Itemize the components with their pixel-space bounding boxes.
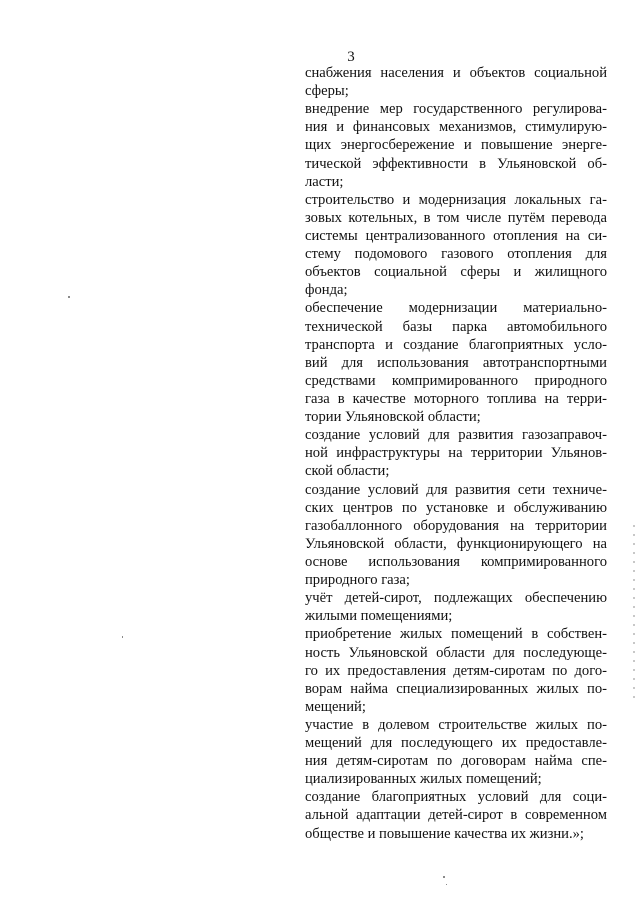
text-line: создание условий для развития газозаправоч- xyxy=(305,427,607,444)
text-line: объектов социальной сферы и жилищного xyxy=(305,264,607,281)
text-line: тической эффективности в Ульяновской об- xyxy=(305,155,607,172)
text-line: сферы; xyxy=(305,83,349,100)
text-line: создание условий для развития сети техниче- xyxy=(305,481,607,498)
scan-speck xyxy=(68,296,70,298)
text-line: ния детям-сиротам по договорам найма спе- xyxy=(305,753,607,770)
text-line: альной адаптации детей-сирот в современном xyxy=(305,807,607,824)
scan-speck xyxy=(443,876,445,878)
scan-speck xyxy=(446,884,447,885)
text-line: ворам найма специализированных жилых по- xyxy=(305,680,607,697)
text-line: средствами компримированного природного xyxy=(305,372,607,389)
text-line: стему подомового газового отопления для xyxy=(305,246,607,263)
text-line: Ульяновской области, функционирующего на xyxy=(305,535,607,552)
text-line: го их предоставления детям-сиротам по дого- xyxy=(305,662,607,679)
text-line: мещений для последующего их предоставле- xyxy=(305,735,607,752)
text-line: создание благоприятных условий для соци- xyxy=(305,789,607,806)
text-line: газа в качестве моторного топлива на терри- xyxy=(305,390,607,407)
text-line: ской области; xyxy=(305,463,390,480)
text-line: тории Ульяновской области; xyxy=(305,409,481,426)
text-line: ной инфраструктуры на территории Ульянов- xyxy=(305,445,607,462)
text-line: газобаллонного оборудования на территории xyxy=(305,517,607,534)
text-line: зовых котельных, в том числе путём перевода xyxy=(305,209,607,226)
text-line: снабжения населения и объектов социальной xyxy=(305,65,607,81)
text-line: приобретение жилых помещений в собствен- xyxy=(305,626,607,643)
text-line: внедрение мер государственного регулирова- xyxy=(305,101,607,118)
text-line: участие в долевом строительстве жилых по- xyxy=(305,716,607,733)
scan-edge-marks xyxy=(633,525,635,705)
text-line: технической базы парка автомобильного xyxy=(305,318,607,335)
text-line: строительство и модернизация локальных га- xyxy=(305,191,607,208)
text-line: вий для использования автотранспортными xyxy=(305,354,607,371)
text-line: циализированных жилых помещений; xyxy=(305,771,542,788)
text-line: обществе и повышение качества их жизни.»; xyxy=(305,825,584,842)
text-line: фонда; xyxy=(305,282,348,299)
text-line: мещений; xyxy=(305,698,366,715)
text-line: системы централизованного отопления на си- xyxy=(305,227,607,244)
document-text xyxy=(305,64,607,843)
text-line: основе использования компримированного xyxy=(305,553,607,570)
text-line: ность Ульяновской области для последующе- xyxy=(305,644,607,661)
text-line: учёт детей-сирот, подлежащих обеспечению xyxy=(305,590,607,607)
scan-speck xyxy=(122,636,123,638)
text-line: жилыми помещениями; xyxy=(305,608,453,625)
text-line: транспорта и создание благоприятных усло- xyxy=(305,336,607,353)
text-line: ласти; xyxy=(305,173,344,190)
text-line: ния и финансовых механизмов, стимулирую- xyxy=(305,119,607,136)
text-line: щих энергосбережение и повышение энерге- xyxy=(305,137,607,154)
text-line: природного газа; xyxy=(305,572,410,589)
text-line: ских центров по установке и обслуживанию xyxy=(305,499,607,516)
page-number: 3 xyxy=(347,49,355,65)
text-line: обеспечение модернизации материально- xyxy=(305,300,607,317)
